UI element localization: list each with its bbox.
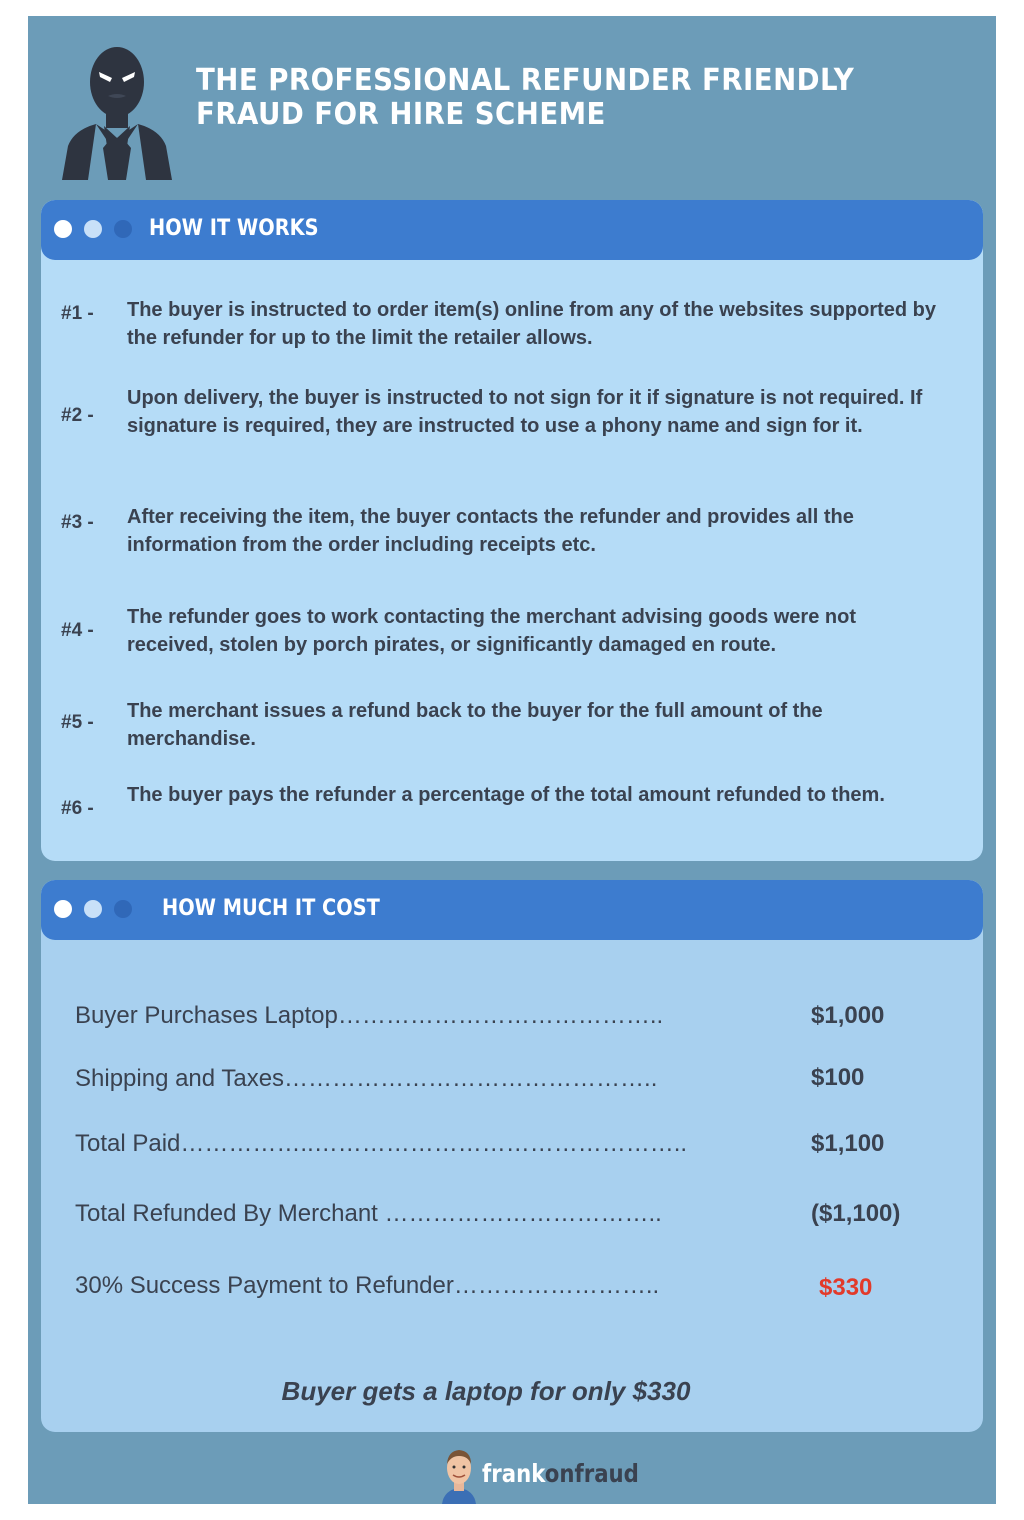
step-text: The buyer pays the refunder a percentage of the total amount refunded to them.: [127, 784, 885, 806]
person-avatar-icon: [438, 1444, 480, 1504]
how-much-it-cost-panel: [41, 880, 983, 1432]
brand-logo: [438, 1444, 658, 1504]
cost-value: $100: [811, 1064, 865, 1091]
window-dot-icon: [54, 220, 72, 238]
step-number: #1 -: [61, 303, 94, 324]
page-title: THE PROFESSIONAL REFUNDER FRIENDLY FRAUD FOR HIRE SCHEME: [196, 63, 855, 132]
window-dot-icon: [54, 900, 72, 918]
cost-label: 30% Success Payment to Refunder……………………..: [75, 1272, 660, 1299]
how-it-works-panel: [41, 200, 983, 861]
cost-label: Total Refunded By Merchant ……………………………..: [75, 1200, 662, 1227]
window-dot-icon: [114, 900, 132, 918]
window-dot-icon: [114, 220, 132, 238]
cost-row: [41, 1270, 983, 1304]
step-number: #6 -: [61, 798, 94, 819]
how-much-it-cost-heading: HOW MUCH IT COST: [162, 896, 380, 921]
step-text: The merchant issues a refund back to the buyer for the full amount of the merchandise.: [127, 700, 823, 750]
cost-value: $1,000: [811, 1002, 885, 1029]
cost-row: [41, 1063, 983, 1097]
step-text: The buyer is instructed to order item(s) online from any of the websites supported by the refunder for up to the limit the retailer allows.: [127, 299, 937, 349]
step-number: #5 -: [61, 712, 94, 733]
step-text: After receiving the item, the buyer contacts the refunder and provides all the information from the order including receipts etc.: [127, 506, 854, 556]
step-text: The refunder goes to work contacting the merchant advising goods were not received, stolen by porch pirates, or significantly damaged en route.: [127, 606, 856, 656]
step-number: #4 -: [61, 620, 94, 641]
step-text: Upon delivery, the buyer is instructed to not sign for it if signature is not required. If signature is required, they are instructed to use a phony name and sign for it.: [127, 387, 923, 437]
how-it-works-heading: HOW IT WORKS: [149, 216, 319, 241]
villain-icon: [58, 42, 176, 180]
cost-row: [41, 1000, 983, 1034]
how-it-works-header-bar: [41, 200, 983, 260]
infographic-frame: [28, 16, 996, 1504]
window-dot-icon: [84, 220, 102, 238]
cost-row: [41, 1128, 983, 1162]
cost-value: ($1,100): [811, 1200, 901, 1227]
cost-label: Total Paid……………..………………………………………..: [75, 1130, 688, 1157]
window-dot-icon: [84, 900, 102, 918]
cost-value: $1,100: [811, 1130, 885, 1157]
step-number: #2 -: [61, 405, 94, 426]
cost-label: Buyer Purchases Laptop…………………………………..: [75, 1002, 664, 1029]
how-much-it-cost-header-bar: [41, 880, 983, 940]
brand-name: frankonfraud: [482, 1459, 639, 1488]
cost-row: [41, 1198, 983, 1232]
step-number: #3 -: [61, 512, 94, 533]
refunder-fee-value: $330: [819, 1274, 873, 1301]
summary-text: Buyer gets a laptop for only $330: [281, 1376, 691, 1406]
cost-label: Shipping and Taxes………………………………………..: [75, 1065, 658, 1092]
